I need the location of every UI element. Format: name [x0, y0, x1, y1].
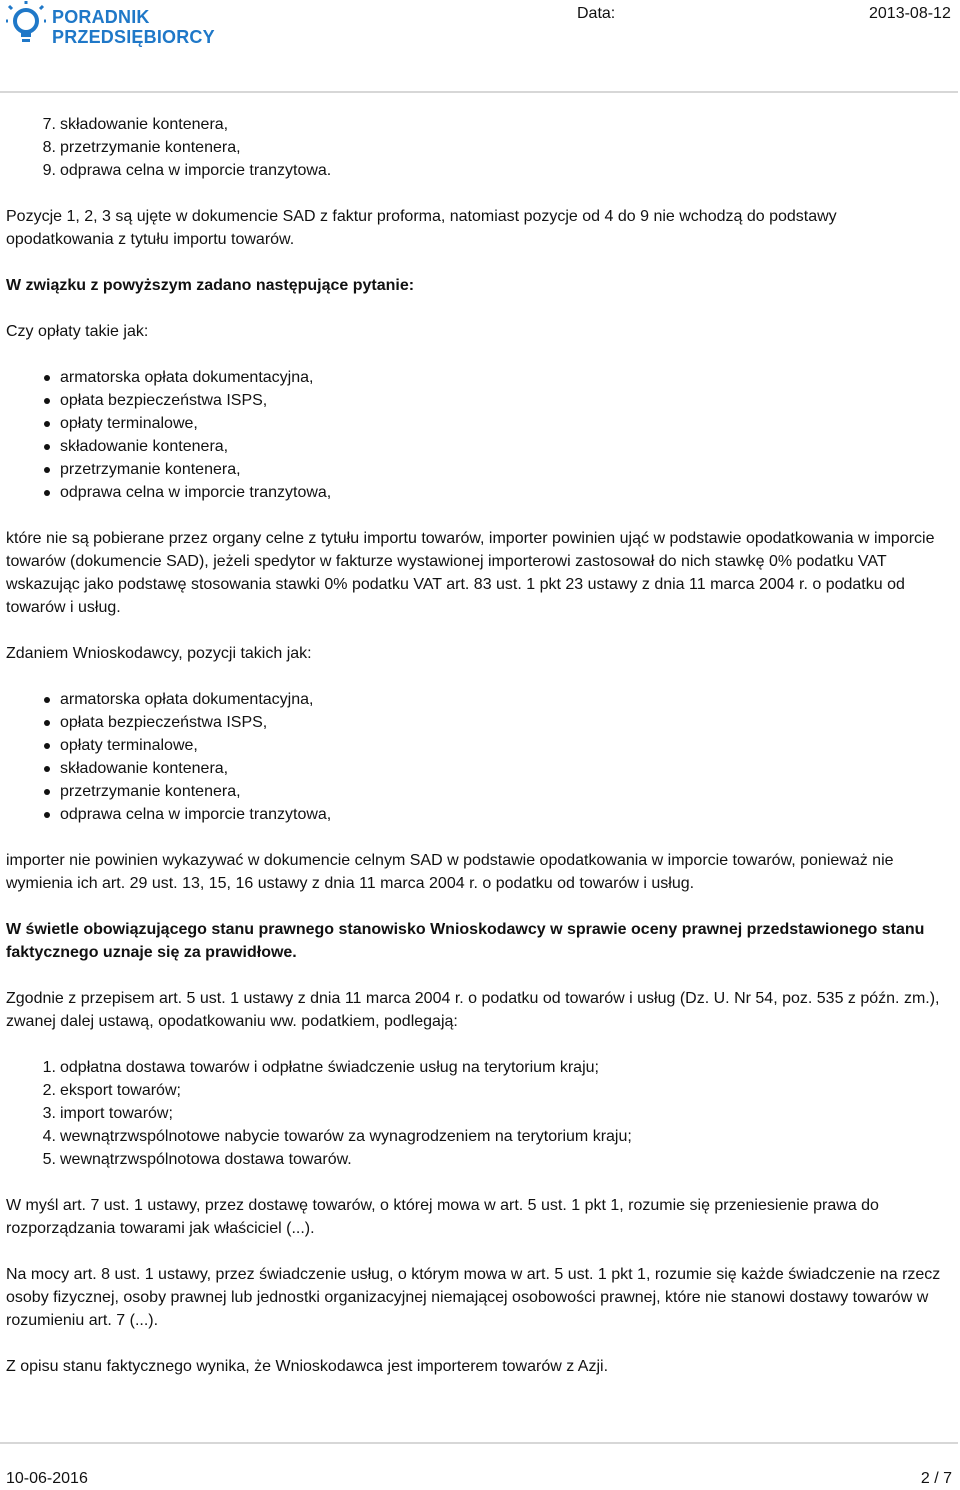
list-item [6, 458, 946, 481]
list-item-text: armatorska opłata dokumentacyjna, [60, 369, 314, 386]
list-item-text: eksport towarów; [60, 1082, 181, 1099]
list-item-text: odprawa celna w imporcie tranzytowa. [60, 162, 332, 179]
paragraph: które nie są pobierane przez organy celne z tytułu importu towarów, importer powinien ująć w podstawie opodatkowania w imporcie towarów (dokumencie SAD), jeżeli spedytor w fakturze wystawionej importerowi zastosował do nich stawkę 0% podatku VAT wskazując jako podstawę stosowania stawki 0% podatku VAT art. 83 ust. 1 pkt 23 ustawy z dnia 11 marca 2004 r. o podatku od towarów i usług. [6, 530, 935, 616]
list-item-text: opłaty terminalowe, [60, 737, 198, 754]
logo-text [52, 7, 215, 47]
list-item-text: przetrzymanie kontenera, [60, 139, 241, 156]
list-item [6, 136, 946, 159]
list-number: 3. [42, 1105, 56, 1122]
numbered-list [6, 1056, 946, 1171]
list-item-text: opłata bezpieczeństwa ISPS, [60, 714, 268, 731]
question-heading: W związku z powyższym zadano następujące pytanie: [6, 277, 415, 294]
header-divider [0, 91, 958, 93]
document-body [6, 113, 946, 1401]
list-item-text: składowanie kontenera, [60, 760, 229, 777]
logo-line-1: PORADNIK [52, 7, 150, 27]
list-item [6, 389, 946, 412]
ruling-statement: W świetle obowiązującego stanu prawnego stanowisko Wnioskodawcy w sprawie oceny prawnej przedstawionego stanu faktycznego uznaje się za prawidłowe. [6, 921, 925, 961]
list-item [6, 711, 946, 734]
list-item-text: składowanie kontenera, [60, 116, 229, 133]
list-item-text: składowanie kontenera, [60, 438, 229, 455]
list-item [6, 366, 946, 389]
list-item [6, 481, 946, 504]
list-item [6, 113, 946, 136]
bullet-dot-icon [44, 697, 50, 703]
paragraph: W myśl art. 7 ust. 1 ustawy, przez dostawę towarów, o której mowa w art. 5 ust. 1 pkt 1, rozumie się przeniesienie prawa do rozporządzania towarami jak właściciel (...). [6, 1197, 879, 1237]
list-item-text: przetrzymanie kontenera, [60, 783, 241, 800]
paragraph: Na mocy art. 8 ust. 1 ustawy, przez świadczenie usług, o którym mowa w art. 5 ust. 1 pkt 1, rozumie się każde świadczenie na rzecz osoby fizycznej, osoby prawnej lub jednostki organizacyjnej niemającej osobowości prawnej, które nie stanowi dostawy towarów w rozumieniu art. 7 (...). [6, 1266, 941, 1329]
bullet-dot-icon [44, 421, 50, 427]
logo[interactable] [6, 1, 215, 51]
list-item-text: armatorska opłata dokumentacyjna, [60, 691, 314, 708]
date-label: Data: [577, 5, 616, 22]
bullet-dot-icon [44, 398, 50, 404]
list-item [6, 688, 946, 711]
numbered-list-continued [6, 113, 946, 182]
list-item-text: odpłatna dostawa towarów i odpłatne świadczenie usług na terytorium kraju; [60, 1059, 599, 1076]
list-item-text: import towarów; [60, 1105, 173, 1122]
lightbulb-icon [6, 1, 46, 51]
bullet-dot-icon [44, 444, 50, 450]
footer-divider [0, 1442, 958, 1444]
list-number: 7. [42, 116, 56, 133]
bullet-dot-icon [44, 766, 50, 772]
bullet-dot-icon [44, 812, 50, 818]
paragraph: importer nie powinien wykazywać w dokumencie celnym SAD w podstawie opodatkowania w imporcie towarów, ponieważ nie wymienia ich art. 29 ust. 13, 15, 16 ustawy z dnia 11 marca 2004 r. o podatku od towarów i usług. [6, 852, 894, 892]
list-item [6, 757, 946, 780]
bullet-list [6, 688, 946, 826]
list-number: 1. [42, 1059, 56, 1076]
date-value: 2013-08-12 [869, 5, 951, 22]
list-item [6, 1148, 946, 1171]
list-item-text: odprawa celna w imporcie tranzytowa, [60, 806, 332, 823]
list-item-text: wewnątrzwspólnotowe nabycie towarów za wynagrodzeniem na terytorium kraju; [60, 1128, 632, 1145]
list-item [6, 159, 946, 182]
list-item [6, 803, 946, 826]
list-item-text: odprawa celna w imporcie tranzytowa, [60, 484, 332, 501]
bullet-dot-icon [44, 720, 50, 726]
list-item [6, 1125, 946, 1148]
bullet-list [6, 366, 946, 504]
list-number: 5. [42, 1151, 56, 1168]
paragraph: Z opisu stanu faktycznego wynika, że Wnioskodawca jest importerem towarów z Azji. [6, 1358, 609, 1375]
paragraph: Zgodnie z przepisem art. 5 ust. 1 ustawy z dnia 11 marca 2004 r. o podatku od towarów i usług (Dz. U. Nr 54, poz. 535 z późn. zm.), zwanej dalej ustawą, opodatkowaniu ww. podatkiem, podlegają: [6, 990, 940, 1030]
bullet-dot-icon [44, 490, 50, 496]
bullet-dot-icon [44, 375, 50, 381]
bullet-dot-icon [44, 743, 50, 749]
list-item [6, 1102, 946, 1125]
list-item [6, 412, 946, 435]
list-item [6, 1079, 946, 1102]
paragraph: Pozycje 1, 2, 3 są ujęte w dokumencie SAD z faktur proforma, natomiast pozycje od 4 do 9 nie wchodzą do podstawy opodatkowania z tytułu importu towarów. [6, 208, 837, 248]
list-number: 9. [42, 162, 56, 179]
list-number: 4. [42, 1128, 56, 1145]
list-item [6, 780, 946, 803]
list-item-text: przetrzymanie kontenera, [60, 461, 241, 478]
list-number: 2. [42, 1082, 56, 1099]
list-item [6, 1056, 946, 1079]
paragraph: Czy opłaty takie jak: [6, 323, 149, 340]
logo-line-2: PRZEDSIĘBIORCY [52, 27, 215, 47]
list-item-text: wewnątrzwspólnotowa dostawa towarów. [60, 1151, 352, 1168]
page-number: 2 / 7 [920, 1470, 952, 1487]
paragraph: Zdaniem Wnioskodawcy, pozycji takich jak: [6, 645, 312, 662]
footer-date: 10-06-2016 [6, 1470, 88, 1487]
bullet-dot-icon [44, 789, 50, 795]
list-item [6, 734, 946, 757]
page-header [0, 0, 960, 92]
list-item-text: opłata bezpieczeństwa ISPS, [60, 392, 268, 409]
list-item-text: opłaty terminalowe, [60, 415, 198, 432]
list-item [6, 435, 946, 458]
bullet-dot-icon [44, 467, 50, 473]
list-number: 8. [42, 139, 56, 156]
